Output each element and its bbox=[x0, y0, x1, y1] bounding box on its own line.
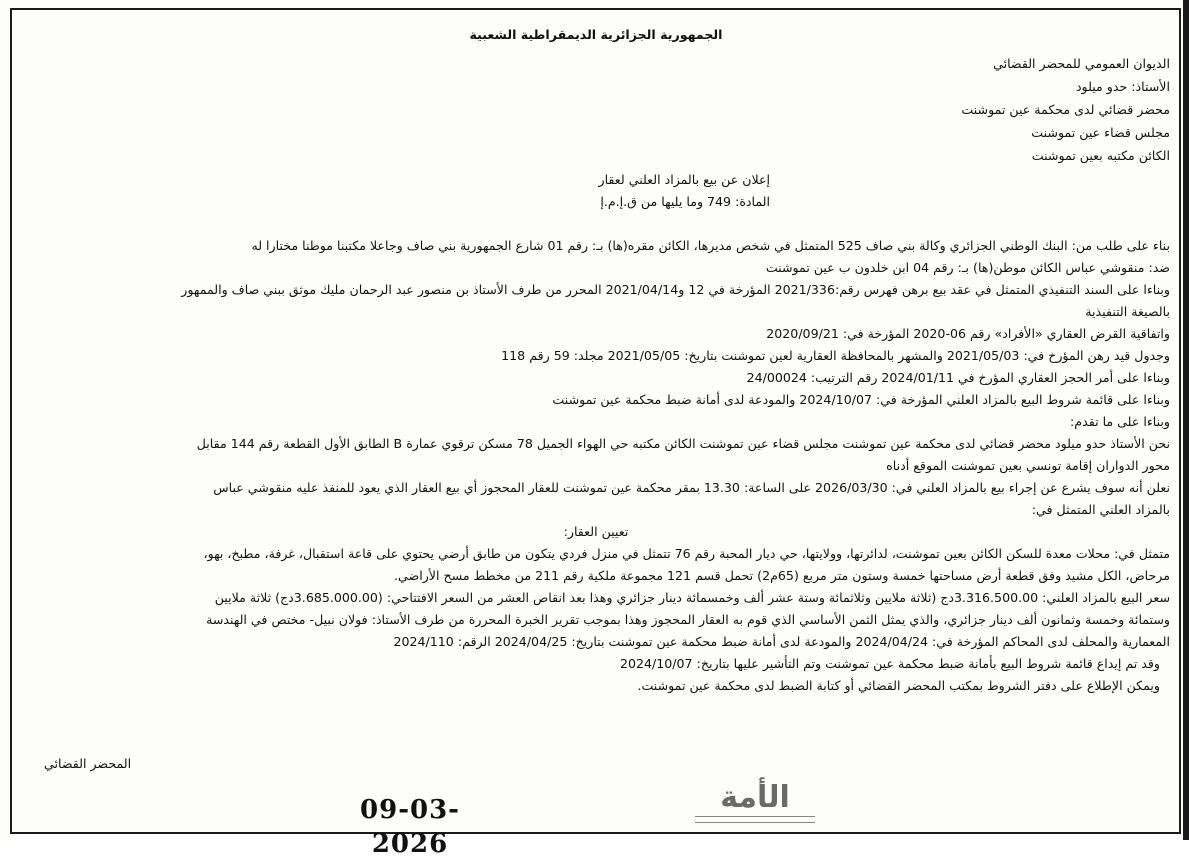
newspaper-logo bbox=[680, 780, 830, 826]
body-line: متمثل في: محلات معدة للسكن الكائن بعين تموشنت، لدائرتها، وولايتها، حي ديار المحبة رقم 76 تتمثل في منزل فردي يتكون من طابق أرضي يحتوي على قاعة استقبال، غرفة، مطبخ، بهو، bbox=[203, 546, 1170, 561]
body-line: ويمكن الإطلاع على دفتر الشروط بمكتب المحضر القضائي أو كتابة الضبط لدى محكمة عين تموشنت. bbox=[637, 678, 1160, 693]
body-line: ضد: منقوشي عباس الكائن موطن(ها) بـ: رقم 04 ابن خلدون ب عين تموشنت bbox=[765, 260, 1170, 275]
body-line: بناء على طلب من: البنك الوطني الجزائري وكالة بني صاف 525 المتمثل في شخص مديرها، الكائن مقره(ها) بـ: رقم 01 شارع الجمهورية بني صاف وجاعلا مكتبنا موطنا مختارا له bbox=[251, 238, 1170, 253]
page-edge bbox=[1183, 0, 1189, 840]
notice-title-main: إعلان عن بيع بالمزاد العلني لعقار bbox=[598, 172, 770, 187]
body-line: وبناءا على أمر الحجز العقاري المؤرخ في 2024/01/11 رقم الترتيب: 24/00024 bbox=[746, 370, 1170, 385]
body-line: نعلن أنه سوف يشرع عن إجراء بيع بالمزاد العلني في: 2026/03/30 على الساعة: 13.30 بمقر محكمة عين تموشنت للعقار المحجوز أي بيع العقار الذي يعود للمنفذ عليه منقوشي عباس bbox=[213, 480, 1170, 495]
notice-article: المادة: 749 وما يليها من ق.إ.م.إ bbox=[600, 194, 770, 209]
body-line: نحن الأستاذ حدو ميلود محضر قضائي لدى محكمة عين تموشنت مجلس قضاء عين تموشنت الكائن مكتبه حي الهواء الجميل 78 مسكن ترقوي عمارة B الطابق الأول القطعة رقم 144 مقابل bbox=[196, 436, 1170, 451]
body-line: بالصيغة التنفيذية bbox=[1085, 304, 1170, 319]
publication-date: 09-03-2026 bbox=[360, 795, 460, 859]
republic-heading: الجمهورية الجزائرية الديمقراطية الشعبية bbox=[469, 27, 723, 42]
office-header bbox=[22, 52, 1170, 167]
body-line: وقد تم إيداع قائمة شروط البيع بأمانة ضبط محكمة عين تموشنت وتم التأشير عليها بتاريخ: 2024/10/07 bbox=[619, 656, 1160, 671]
property-heading: تعيين العقار: bbox=[563, 524, 629, 539]
body-line: مرحاض، الكل مشيد وفق قطعة أرض مساحتها خمسة وستون متر مربع (65م2) تحمل قسم 121 مجموعة ملكية رقم 211 من مخطط مسح الأراضي. bbox=[394, 568, 1170, 583]
court-line: محضر قضائي لدى محكمة عين تموشنت bbox=[961, 102, 1170, 117]
body-line: المعمارية والمحلف لدى المحاكم المؤرخة في: 2024/04/24 والمودعة لدى أمانة ضبط محكمة عين تموشنت بتاريخ: 2024/04/25 الرقم: 2024/110 bbox=[393, 634, 1170, 649]
notice-title bbox=[22, 169, 1170, 213]
body-line: وبناءا على ما تقدم: bbox=[1070, 414, 1170, 429]
body-line: وبناءا على قائمة شروط البيع بالمزاد العلني المؤرخة في: 2024/10/07 والمودعة لدى أمانة ضبط محكمة عين تموشنت bbox=[552, 392, 1170, 407]
office-name: الديوان العمومي للمحضر القضائي bbox=[993, 56, 1170, 71]
council-line: مجلس قضاء عين تموشنت bbox=[1031, 125, 1170, 140]
body-line: بالمزاد العلني المتمثل في: bbox=[1031, 502, 1170, 517]
body-line: وبناءا على السند التنفيذي المتمثل في عقد بيع برهن فهرس رقم:2021/336 المؤرخة في 12 و2021/04/14 المحرر من طرف الأستاذ بن منصور عبد الرحمان مليك موثق ببني صاف والممهور bbox=[181, 282, 1170, 297]
body-line: واتفاقية القرض العقاري «الأفراد» رقم 06-2020 المؤرخة في: 2020/09/21 bbox=[766, 326, 1170, 341]
logo-underline bbox=[695, 816, 815, 823]
body-line: وستمائة وخمسة وثمانون ألف دينار جزائري، والذي يمثل الثمن الأساسي الذي قوم به العقار المحجوز وهذا بموجب تقرير الخبرة المحررة من طرف الأستاذ: فولان نبيل- مختص في الهندسة bbox=[206, 612, 1170, 627]
body-line: سعر البيع بالمزاد العلني: 3.316.500.00دج (ثلاثة ملايين وثلاثمائة وستة عشر ألف وخمسمائة دينار جزائري وهذا بعد انقاص العشر من السعر الافتتاحي: (3.685.000.00دج) ثلاثة ملايين bbox=[214, 590, 1170, 605]
body-line: وجدول قيد رهن المؤرخ في: 2021/05/03 والمشهر بالمحافظة العقارية لعين تموشنت بتاريخ: 2021/05/05 مجلد: 59 رقم 118 bbox=[501, 348, 1170, 363]
signature-label: المحضر القضائي bbox=[44, 756, 132, 771]
address-line: الكائن مكتبه بعين تموشنت bbox=[1031, 148, 1170, 163]
notice-body bbox=[22, 235, 1170, 697]
notice-content bbox=[22, 24, 1170, 697]
body-line: محور الدواران إقامة تونسي بعين تموشنت الموقع أدناه bbox=[886, 458, 1170, 473]
logo-wordmark: الأمة bbox=[720, 780, 790, 815]
bailiff-name: الأستاذ: حدو ميلود bbox=[1075, 79, 1170, 94]
